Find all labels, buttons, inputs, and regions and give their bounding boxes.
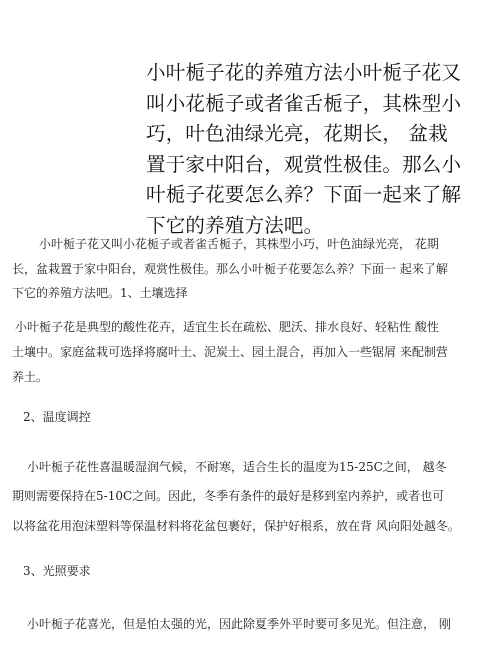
soil-paragraph	[12, 315, 490, 390]
soil-line: 小叶栀子花是典型的酸性花卉，适宜生长在疏松、肥沃、排水良好、轻粘性 酸性	[15, 319, 439, 334]
title-line: 巧，叶色油绿光亮，花期长， 盆栽	[146, 122, 448, 146]
article-body	[12, 232, 490, 640]
temperature-paragraph	[12, 453, 490, 542]
light-paragraph	[12, 610, 490, 640]
intro-line: 长，盆栽置于家中阳台，观赏性极佳。那么小叶栀子花要怎么养？下面一 起来了解	[12, 261, 448, 276]
temperature-line: 以将盆花用泡沫塑料等保温材料将花盆包裹好，保护好根系，放在背 风向阳处越冬。	[12, 518, 460, 533]
soil-line: 土壤中。家庭盆栽可选择将腐叶土、泥炭土、园土混合，再加入一些锯屑 来配制营	[12, 344, 448, 359]
soil-line: 养土。	[12, 369, 49, 384]
title-line: 小叶栀子花的养殖方法小叶栀子花又	[146, 61, 462, 84]
title-line: 置于家中阳台，观赏性极佳。那么小	[146, 152, 462, 176]
intro-line: 小叶栀子花又叫小花栀子或者雀舌栀子，其株型小巧，叶色油绿光亮， 花期	[39, 237, 439, 251]
temperature-line: 小叶栀子花性喜温暖湿润气候，不耐寒，适合生长的温度为15-25C之间， 越冬	[27, 459, 447, 474]
title-line: 下它的养殖方法吧。	[146, 213, 324, 237]
section-heading-temperature: 2、温度调控	[23, 409, 91, 424]
intro-line: 下它的养殖方法吧。1、土壤选择	[12, 286, 188, 300]
title-line: 叫小花栀子或者雀舌栀子，其株型小	[146, 91, 462, 115]
intro-paragraph	[12, 232, 490, 306]
section-heading-light: 3、光照要求	[23, 564, 91, 578]
temperature-line: 期则需要保持在5-10C之间。因此，冬季有条件的最好是移到室内养护，或者也可	[12, 489, 445, 503]
title-line: 叶栀子花要怎么养？下面一起来了解	[146, 183, 462, 207]
article-title	[146, 58, 491, 242]
light-line: 小叶栀子花喜光，但是怕太强的光，因此除夏季外平时要可多见光。但注意， 刚	[27, 617, 451, 631]
